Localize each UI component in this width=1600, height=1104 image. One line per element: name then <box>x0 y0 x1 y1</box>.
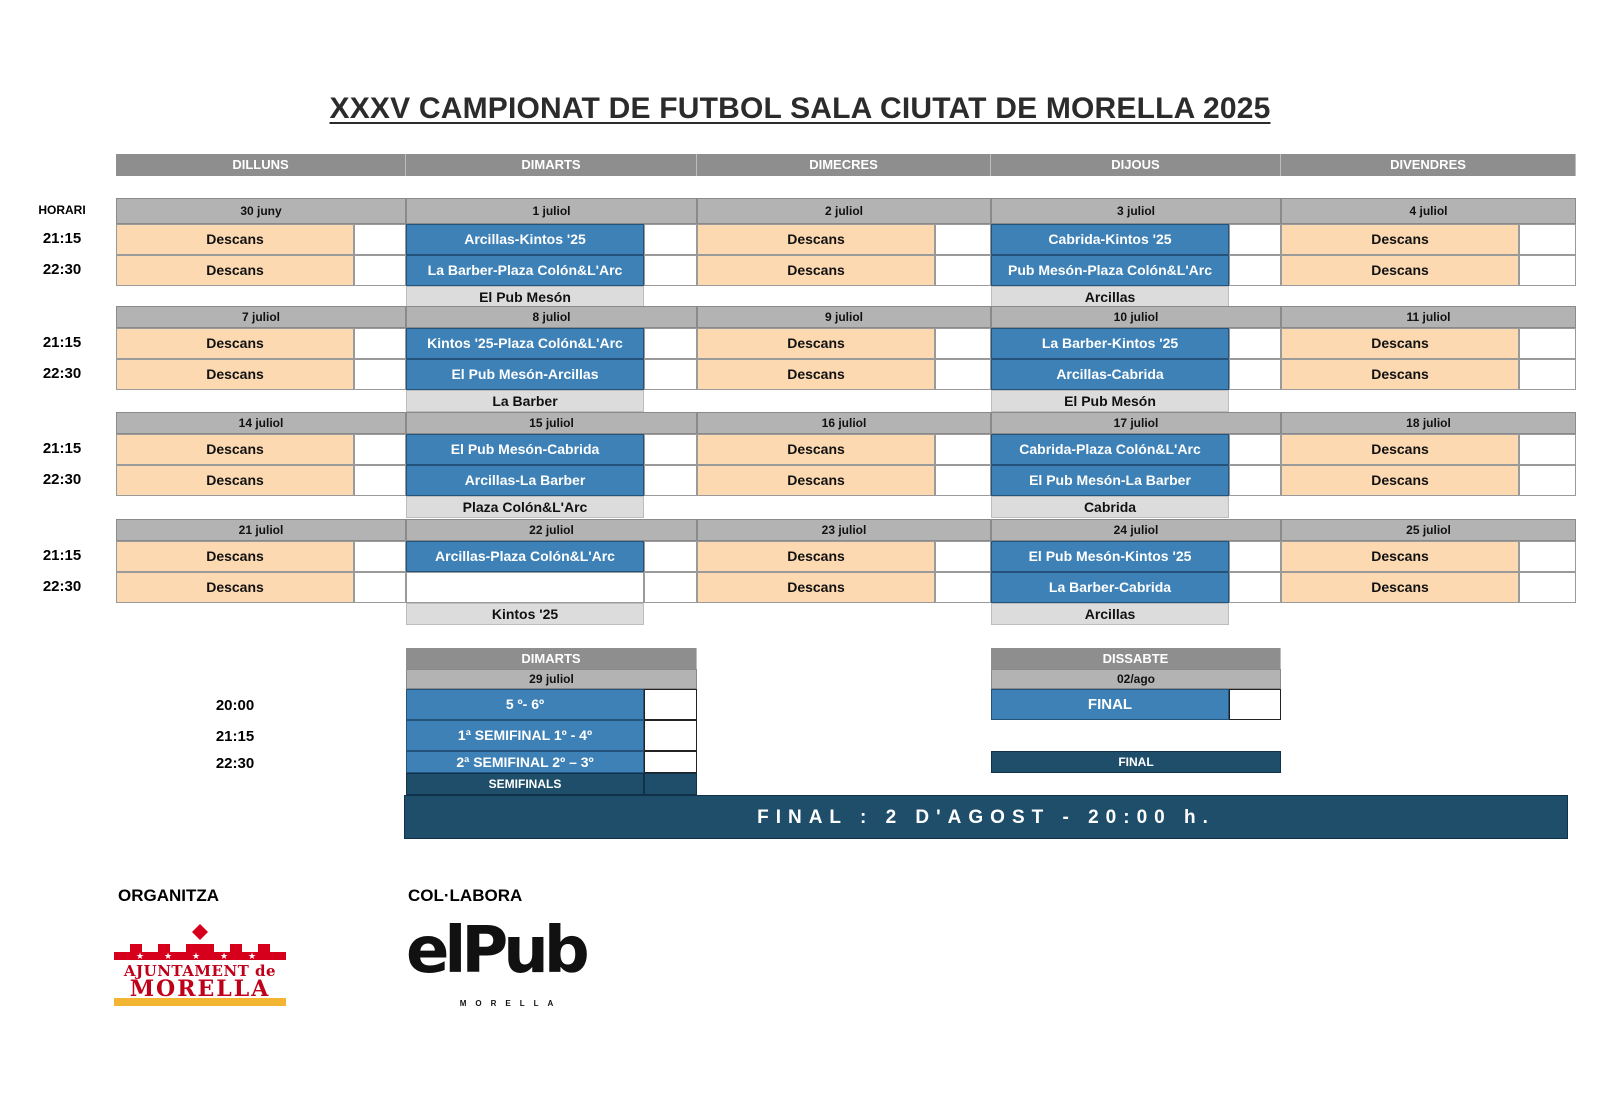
descans-cell: Descans <box>116 328 354 359</box>
day-header-dimecres: DIMECRES <box>697 154 991 176</box>
score-cell <box>1229 255 1281 286</box>
score-cell <box>935 255 991 286</box>
day-header-dijous: DIJOUS <box>991 154 1281 176</box>
score-cell <box>935 224 991 255</box>
score-cell <box>1229 359 1281 390</box>
final-banner: FINAL : 2 D'AGOST - 20:00 h. <box>404 795 1568 839</box>
semifinals-label-extension <box>644 773 697 795</box>
date-header: 21 juliol <box>116 519 406 541</box>
time-label: 22:30 <box>42 261 82 278</box>
page-title-text: XXXV CAMPIONAT DE FUTBOL SALA CIUTAT DE MORELLA 2025 <box>329 92 1271 125</box>
match-5-6: 5 º- 6º <box>406 689 644 720</box>
rest-team-dijous: Arcillas <box>991 603 1229 625</box>
descans-cell: Descans <box>1281 434 1519 465</box>
match-cell: El Pub Mesón-La Barber <box>991 465 1229 496</box>
descans-cell: Descans <box>1281 328 1519 359</box>
organitza-label: ORGANITZA <box>118 886 220 905</box>
rest-team-dimarts: Kintos '25 <box>406 603 644 625</box>
time-label: 21:15 <box>42 547 82 564</box>
match-cell: Cabrida-Plaza Colón&L'Arc <box>991 434 1229 465</box>
rest-team-dijous: El Pub Mesón <box>991 390 1229 412</box>
descans-cell: Descans <box>697 224 935 255</box>
descans-cell: Descans <box>697 465 935 496</box>
score-cell <box>644 328 697 359</box>
match-semifinal-1: 1ª SEMIFINAL 1º - 4º <box>406 720 644 751</box>
descans-cell: Descans <box>697 434 935 465</box>
finals-day-dissabte: DISSABTE <box>991 648 1281 669</box>
score-cell <box>354 328 406 359</box>
score-cell <box>644 255 697 286</box>
score-cell <box>1519 465 1576 496</box>
svg-text:★: ★ <box>136 952 145 962</box>
svg-text:★: ★ <box>192 952 201 962</box>
descans-cell: Descans <box>697 328 935 359</box>
score-cell <box>644 465 697 496</box>
match-cell <box>406 572 644 603</box>
score-cell <box>1519 572 1576 603</box>
match-semifinal-2: 2ª SEMIFINAL 2º – 3º <box>406 751 644 773</box>
elpub-logo-main: elPub <box>406 914 585 988</box>
rest-team-dimarts: La Barber <box>406 390 644 412</box>
date-header: 15 juliol <box>406 412 697 434</box>
rest-team-dijous: Cabrida <box>991 496 1229 518</box>
date-header: 11 juliol <box>1281 306 1576 328</box>
score-cell <box>644 572 697 603</box>
descans-cell: Descans <box>1281 541 1519 572</box>
score-cell <box>1229 434 1281 465</box>
date-header: 2 juliol <box>697 198 991 224</box>
day-header-dilluns: DILLUNS <box>116 154 406 176</box>
date-header: 17 juliol <box>991 412 1281 434</box>
date-header: 23 juliol <box>697 519 991 541</box>
score-cell <box>935 434 991 465</box>
match-cell: El Pub Mesón-Arcillas <box>406 359 644 390</box>
date-header: 24 juliol <box>991 519 1281 541</box>
date-header: 16 juliol <box>697 412 991 434</box>
match-cell: Arcillas-Kintos '25 <box>406 224 644 255</box>
semifinals-label: SEMIFINALS <box>406 773 644 795</box>
score-cell <box>644 359 697 390</box>
descans-cell: Descans <box>1281 255 1519 286</box>
match-cell: El Pub Mesón-Cabrida <box>406 434 644 465</box>
time-label: 21:15 <box>42 440 82 457</box>
svg-text:★: ★ <box>248 952 257 962</box>
score-cell <box>1229 465 1281 496</box>
match-cell: Arcillas-Plaza Colón&L'Arc <box>406 541 644 572</box>
finals-time-21-15: 21:15 <box>215 728 255 745</box>
date-header: 8 juliol <box>406 306 697 328</box>
score-cell <box>354 572 406 603</box>
finals-day-dimarts: DIMARTS <box>406 648 697 669</box>
score-cell <box>1229 224 1281 255</box>
day-header-divendres: DIVENDRES <box>1281 154 1576 176</box>
descans-cell: Descans <box>1281 224 1519 255</box>
descans-cell: Descans <box>1281 465 1519 496</box>
match-cell: Kintos '25-Plaza Colón&L'Arc <box>406 328 644 359</box>
page-title <box>0 92 1600 126</box>
score-cell <box>644 689 697 720</box>
date-header: 7 juliol <box>116 306 406 328</box>
score-cell <box>1229 328 1281 359</box>
ajuntament-logo-line1: AJUNTAMENT de <box>123 962 277 980</box>
match-cell: Arcillas-La Barber <box>406 465 644 496</box>
score-cell <box>354 224 406 255</box>
date-header: 1 juliol <box>406 198 697 224</box>
colabora-label: COL·LABORA <box>408 886 523 905</box>
day-header-dimarts: DIMARTS <box>406 154 697 176</box>
score-cell <box>935 465 991 496</box>
ajuntament-logo-line2: MORELLA <box>129 976 271 1002</box>
descans-cell: Descans <box>697 255 935 286</box>
score-cell <box>1229 572 1281 603</box>
score-cell <box>644 224 697 255</box>
score-cell <box>354 465 406 496</box>
svg-text:★: ★ <box>164 952 173 962</box>
finals-date-dimarts: 29 juliol <box>406 669 697 689</box>
svg-text:★: ★ <box>220 952 229 962</box>
score-cell <box>1229 689 1281 720</box>
descans-cell: Descans <box>1281 572 1519 603</box>
descans-cell: Descans <box>116 224 354 255</box>
descans-cell: Descans <box>116 434 354 465</box>
finals-date-dissabte: 02/ago <box>991 669 1281 689</box>
final-label: FINAL <box>991 751 1281 773</box>
descans-cell: Descans <box>116 255 354 286</box>
finals-time-22-30: 22:30 <box>215 755 255 772</box>
elpub-logo-sub: MORELLA <box>459 999 563 1008</box>
ajuntament-morella-logo <box>112 922 288 1008</box>
score-cell <box>1519 255 1576 286</box>
date-header: 18 juliol <box>1281 412 1576 434</box>
date-header: 10 juliol <box>991 306 1281 328</box>
match-cell: El Pub Mesón-Kintos '25 <box>991 541 1229 572</box>
date-header: 9 juliol <box>697 306 991 328</box>
score-cell <box>1519 359 1576 390</box>
date-header: 25 juliol <box>1281 519 1576 541</box>
score-cell <box>935 328 991 359</box>
time-label: 22:30 <box>42 365 82 382</box>
score-cell <box>1519 541 1576 572</box>
score-cell <box>354 434 406 465</box>
match-cell: Arcillas-Cabrida <box>991 359 1229 390</box>
score-cell <box>1519 434 1576 465</box>
score-cell <box>644 541 697 572</box>
score-cell <box>1519 224 1576 255</box>
score-cell <box>935 359 991 390</box>
descans-cell: Descans <box>697 541 935 572</box>
score-cell <box>1229 541 1281 572</box>
date-header: 14 juliol <box>116 412 406 434</box>
descans-cell: Descans <box>1281 359 1519 390</box>
score-cell <box>644 751 697 773</box>
descans-cell: Descans <box>697 572 935 603</box>
score-cell <box>644 434 697 465</box>
score-cell <box>935 541 991 572</box>
match-cell: Pub Mesón-Plaza Colón&L'Arc <box>991 255 1229 286</box>
descans-cell: Descans <box>116 465 354 496</box>
match-cell: La Barber-Cabrida <box>991 572 1229 603</box>
date-header: 4 juliol <box>1281 198 1576 224</box>
elpub-morella-logo <box>406 914 616 1012</box>
time-label: 22:30 <box>42 471 82 488</box>
time-label: 21:15 <box>42 334 82 351</box>
rest-team-dijous: Arcillas <box>991 286 1229 308</box>
horari-label: HORARI <box>38 203 86 217</box>
time-label: 22:30 <box>42 578 82 595</box>
score-cell <box>935 572 991 603</box>
descans-cell: Descans <box>697 359 935 390</box>
score-cell <box>354 541 406 572</box>
descans-cell: Descans <box>116 572 354 603</box>
score-cell <box>354 359 406 390</box>
rest-team-dimarts: Plaza Colón&L'Arc <box>406 496 644 518</box>
descans-cell: Descans <box>116 359 354 390</box>
match-cell: Cabrida-Kintos '25 <box>991 224 1229 255</box>
descans-cell: Descans <box>116 541 354 572</box>
score-cell <box>1519 328 1576 359</box>
date-header: 22 juliol <box>406 519 697 541</box>
score-cell <box>354 255 406 286</box>
rest-team-dimarts: El Pub Mesón <box>406 286 644 308</box>
finals-time-20-00: 20:00 <box>215 697 255 714</box>
time-label: 21:15 <box>42 230 82 247</box>
match-cell: La Barber-Kintos '25 <box>991 328 1229 359</box>
date-header: 30 juny <box>116 198 406 224</box>
score-cell <box>644 720 697 751</box>
date-header: 3 juliol <box>991 198 1281 224</box>
match-final: FINAL <box>991 689 1229 720</box>
match-cell: La Barber-Plaza Colón&L'Arc <box>406 255 644 286</box>
